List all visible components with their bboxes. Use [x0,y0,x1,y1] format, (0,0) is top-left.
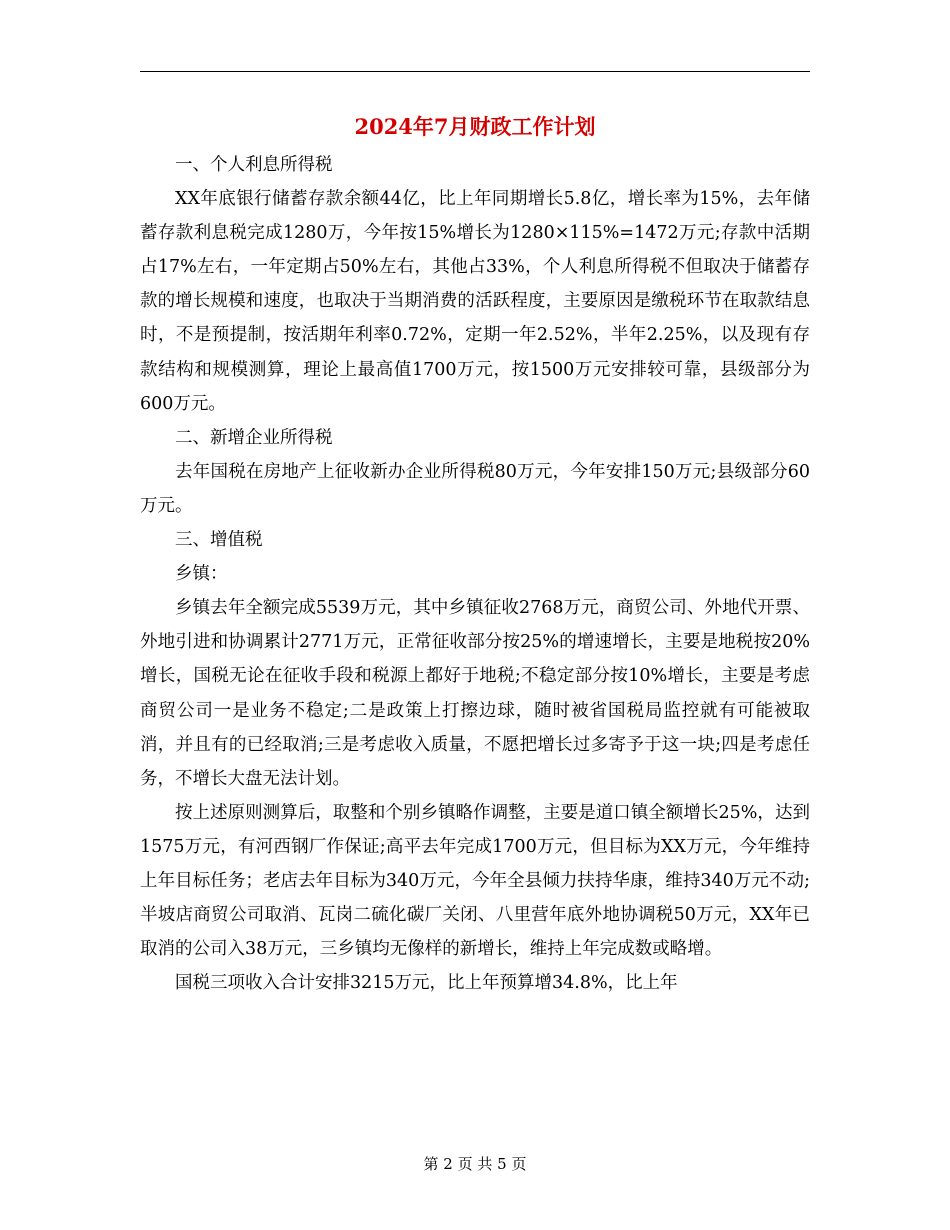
document-body [140,148,810,1000]
paragraph-new-enterprise-tax: 去年国税在房地产上征收新办企业所得税80万元，今年安排150万元;县级部分60万元。 [140,461,810,516]
header-rule [140,71,810,72]
page-footer: 第 2 页 共 5 页 [423,1155,527,1173]
paragraph-personal-interest-tax: XX年底银行储蓄存款余额44亿，比上年同期增长5.8亿，增长率为15%，去年储蓄存款利息税完成1280万，今年按15%增长为1280×115%=1472万元;存款中活期占17%左右，一年定期占50%左右，其他占33%，个人利息所得税不但取决于储蓄存款的增长规模和速度，也取决于当期消费的活跃程度，主要原因是缴税环节在取款结息时，不是预提制，按活期年利率0.72%，定期一年2.52%，半年2.25%，以及现有存款结构和规模测算，理论上最高值1700万元，按1500万元安排较可靠，县级部分为600万元。 [140,189,810,414]
paragraph-townships: 乡镇去年全额完成5539万元，其中乡镇征收2768万元，商贸公司、外地代开票、外地引进和协调累计2771万元，正常征收部分按25%的增速增长，主要是地税按20%增长，国税无论在征收手段和税源上都好于地税;不稳定部分按10%增长，主要是考虑商贸公司一是业务不稳定;二是政策上打擦边球，随时被省国税局监控就有可能被取消，并且有的已经取消;三是考虑收入质量，不愿把增长过多寄予于这一块;四是考虑任务，不增长大盘无法计划。 [140,598,810,789]
paragraph-adjustments: 按上述原则测算后，取整和个别乡镇略作调整，主要是道口镇全额增长25%，达到1575万元，有河西钢厂作保证;高平去年完成1700万元，但目标为XX万元，今年维持上年目标任务；老店去年目标为340万元，今年全县倾力扶持华康，维持340万元不动;半坡店商贸公司取消、瓦岗二硫化碳厂关闭、八里营年底外地协调税50万元，XX年已取消的公司入38万元，三乡镇均无像样的新增长，维持上年完成数或略增。 [140,802,810,960]
section-heading-new-enterprise-tax: 二、新增企业所得税 [175,427,333,448]
subheading-townships: 乡镇： [175,564,228,585]
section-heading-value-added-tax: 三、增值税 [175,530,263,551]
paragraph-national-tax-total: 国税三项收入合计安排3215万元，比上年预算增34.8%，比上年 [175,973,678,994]
section-heading-personal-interest-tax: 一、个人利息所得税 [175,155,333,175]
document-title: 2024年7月财政工作计划 [354,114,596,139]
